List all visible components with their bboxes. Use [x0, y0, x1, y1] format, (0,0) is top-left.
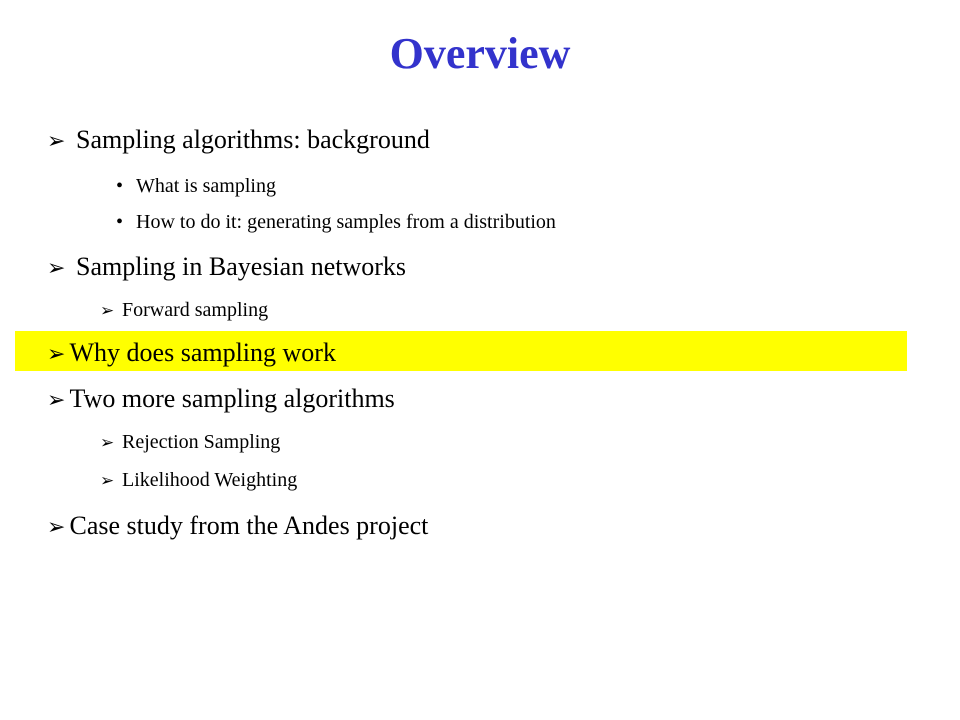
outline-item-text: Case study from the Andes project — [69, 511, 429, 540]
outline-item-level2 — [116, 210, 556, 234]
arrow-bullet-icon: ➢ — [100, 301, 115, 320]
outline-item-level2 — [100, 430, 280, 455]
outline-item-text: Likelihood Weighting — [122, 469, 298, 491]
outline-item-level2 — [116, 174, 276, 198]
outline-item-text: Rejection Sampling — [122, 431, 281, 453]
outline-item-highlighted — [47, 338, 336, 369]
outline-item-text: Forward sampling — [122, 299, 269, 321]
outline-item-text: How to do it: generating samples from a distribution — [136, 211, 556, 233]
outline-item-text: What is sampling — [136, 175, 276, 197]
outline-item-text: Sampling in Bayesian networks — [76, 252, 407, 281]
arrow-bullet-icon: ➢ — [47, 387, 66, 412]
outline-item-level1 — [47, 384, 395, 415]
arrow-bullet-icon: ➢ — [47, 341, 66, 366]
outline-item-level1 — [47, 252, 406, 283]
slide-title: Overview — [389, 29, 571, 78]
outline-item-level2 — [100, 468, 297, 493]
outline-item-level2 — [100, 298, 268, 323]
outline-item-level1 — [47, 511, 428, 542]
outline-item-text: Two more sampling algorithms — [69, 384, 395, 413]
arrow-bullet-icon: ➢ — [47, 255, 66, 280]
dot-bullet-icon: • — [116, 211, 124, 233]
arrow-bullet-icon: ➢ — [47, 514, 66, 539]
outline-item-level1 — [47, 125, 430, 156]
outline-item-text: Sampling algorithms: background — [76, 125, 430, 154]
dot-bullet-icon: • — [116, 175, 124, 197]
arrow-bullet-icon: ➢ — [100, 433, 115, 452]
arrow-bullet-icon: ➢ — [47, 128, 66, 153]
arrow-bullet-icon: ➢ — [100, 471, 115, 490]
outline-item-text: Why does sampling work — [69, 338, 336, 367]
